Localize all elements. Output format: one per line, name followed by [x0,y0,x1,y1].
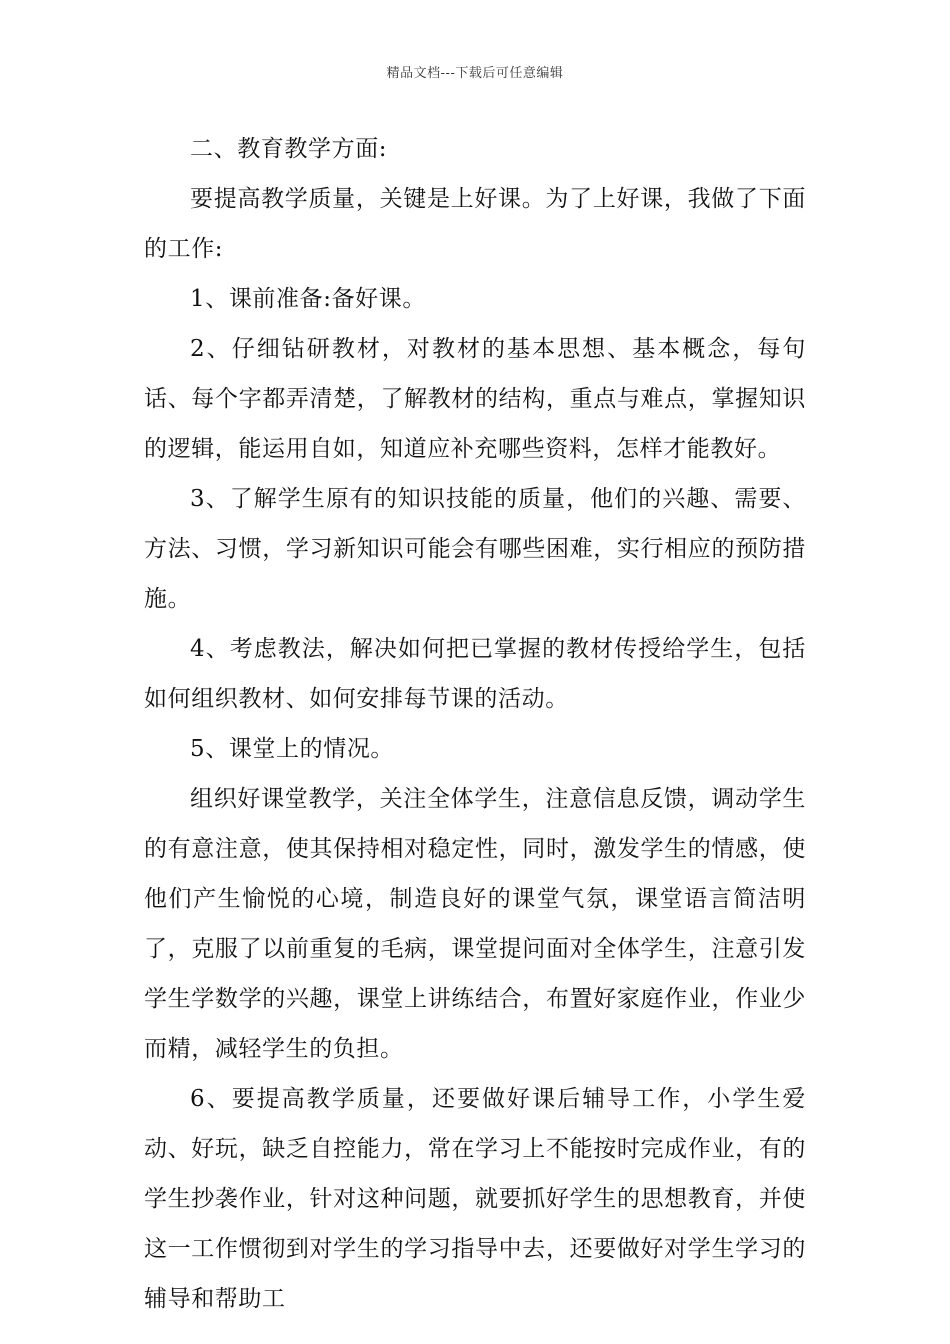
paragraph-item-2: 2、仔细钻研教材，对教材的基本思想、基本概念，每句话、每个字都弄清楚，了解教材的结构，重点与难点，掌握知识的逻辑，能运用自如，知道应补充哪些资料，怎样才能教好。 [144,336,806,462]
paragraph-item-4: 4、考虑教法，解决如何把已掌握的教材传授给学生，包括如何组织教材、如何安排每节课的活动。 [144,636,806,712]
paragraph-item-3: 3、了解学生原有的知识技能的质量，他们的兴趣、需要、方法、习惯，学习新知识可能会有哪些困难，实行相应的预防措施。 [144,486,806,612]
paragraph-item-6: 6、要提高教学质量，还要做好课后辅导工作，小学生爱动、好玩，缺乏自控能力，常在学习上不能按时完成作业，有的学生抄袭作业，针对这种问题，就要抓好学生的思想教育，并使这一工作惯彻到对学生的学习指导中去，还要做好对学生学习的辅导和帮助工 [144,1086,806,1312]
paragraph-item-1: 1、课前准备:备好课。 [190,286,426,312]
page-header: 精品文档---下载后可任意编辑 [386,66,564,81]
paragraph-item-5: 5、课堂上的情况。 [190,736,395,762]
paragraph-intro: 要提高教学质量，关键是上好课。为了上好课，我做了下面的工作: [144,186,806,262]
section-heading: 二、教育教学方面: [190,136,388,162]
document-body [144,124,806,1324]
paragraph-classroom: 组织好课堂教学，关注全体学生，注意信息反馈，调动学生的有意注意，使其保持相对稳定性，同时，激发学生的情感，使他们产生愉悦的心境，制造良好的课堂气氛，课堂语言简洁明了，克服了以前重复的毛病，课堂提问面对全体学生，注意引发学生学数学的兴趣，课堂上讲练结合，布置好家庭作业，作业少而精，减轻学生的负担。 [144,786,806,1062]
